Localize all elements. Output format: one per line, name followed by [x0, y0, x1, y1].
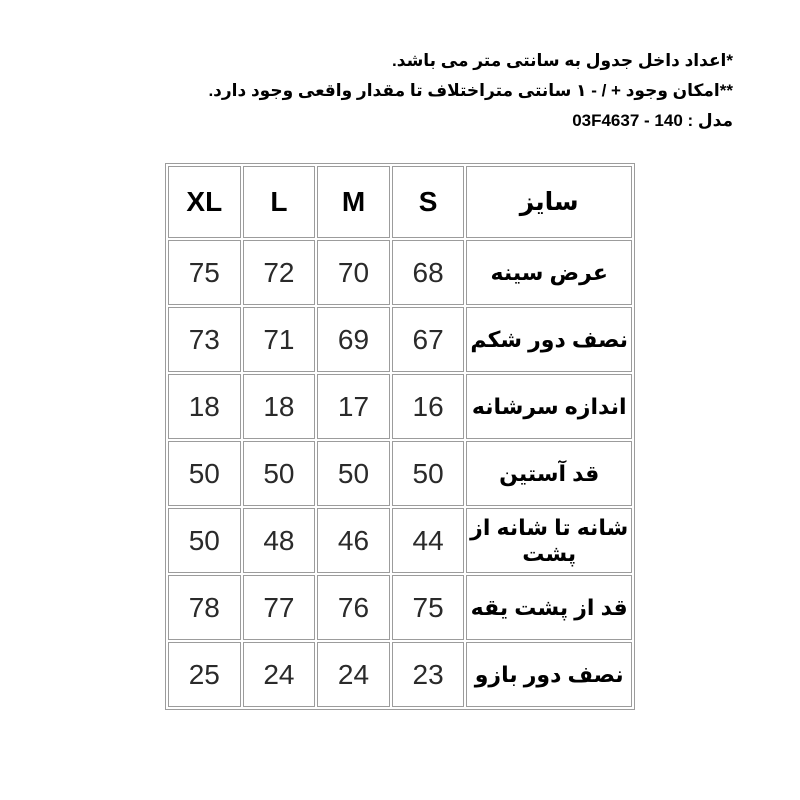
table-row-back-collar-length [168, 575, 632, 640]
row-label: قد آستین [466, 441, 632, 506]
value-cell-m: 46 [317, 508, 390, 573]
header-cell-xl: XL [168, 166, 241, 238]
value-cell-l: 77 [243, 575, 316, 640]
value-cell-l: 18 [243, 374, 316, 439]
value-cell-m: 70 [317, 240, 390, 305]
header-cell-m: M [317, 166, 390, 238]
value-cell-s: 67 [392, 307, 465, 372]
table-row-shoulder-size [168, 374, 632, 439]
table-header-row [168, 166, 632, 238]
table-row-half-belly [168, 307, 632, 372]
value-cell-xl: 18 [168, 374, 241, 439]
row-label: قد از پشت یقه [466, 575, 632, 640]
table-row-sleeve-length [168, 441, 632, 506]
value-cell-l: 72 [243, 240, 316, 305]
value-cell-xl: 78 [168, 575, 241, 640]
value-cell-s: 16 [392, 374, 465, 439]
value-cell-xl: 73 [168, 307, 241, 372]
note-tolerance: **امکان وجود + / - ۱ سانتی متراختلاف تا مقدار واقعی وجود دارد. [208, 81, 733, 100]
value-cell-l: 71 [243, 307, 316, 372]
row-label: نصف دور شکم [466, 307, 632, 372]
notes-block [0, 0, 800, 136]
value-cell-l: 50 [243, 441, 316, 506]
header-cell-l: L [243, 166, 316, 238]
value-cell-m: 76 [317, 575, 390, 640]
value-cell-xl: 50 [168, 441, 241, 506]
value-cell-xl: 75 [168, 240, 241, 305]
value-cell-l: 48 [243, 508, 316, 573]
value-cell-s: 68 [392, 240, 465, 305]
size-table [165, 163, 635, 710]
table-row-shoulder-to-shoulder [168, 508, 632, 573]
row-label: نصف دور بازو [466, 642, 632, 707]
value-cell-s: 50 [392, 441, 465, 506]
value-cell-l: 24 [243, 642, 316, 707]
table-row-half-arm [168, 642, 632, 707]
value-cell-s: 23 [392, 642, 465, 707]
value-cell-m: 69 [317, 307, 390, 372]
value-cell-xl: 25 [168, 642, 241, 707]
value-cell-m: 50 [317, 441, 390, 506]
note-measurement-unit: *اعداد داخل جدول به سانتی متر می باشد. [392, 51, 733, 70]
value-cell-m: 24 [317, 642, 390, 707]
row-label: اندازه سرشانه [466, 374, 632, 439]
model-number: مدل : 140 - 03F4637 [572, 111, 733, 130]
value-cell-s: 44 [392, 508, 465, 573]
value-cell-s: 75 [392, 575, 465, 640]
value-cell-m: 17 [317, 374, 390, 439]
row-label: شانه تا شانه از پشت [466, 508, 632, 573]
header-cell-size: سایز [466, 166, 632, 238]
row-label: عرض سینه [466, 240, 632, 305]
header-cell-s: S [392, 166, 465, 238]
value-cell-xl: 50 [168, 508, 241, 573]
table-row-chest-width [168, 240, 632, 305]
